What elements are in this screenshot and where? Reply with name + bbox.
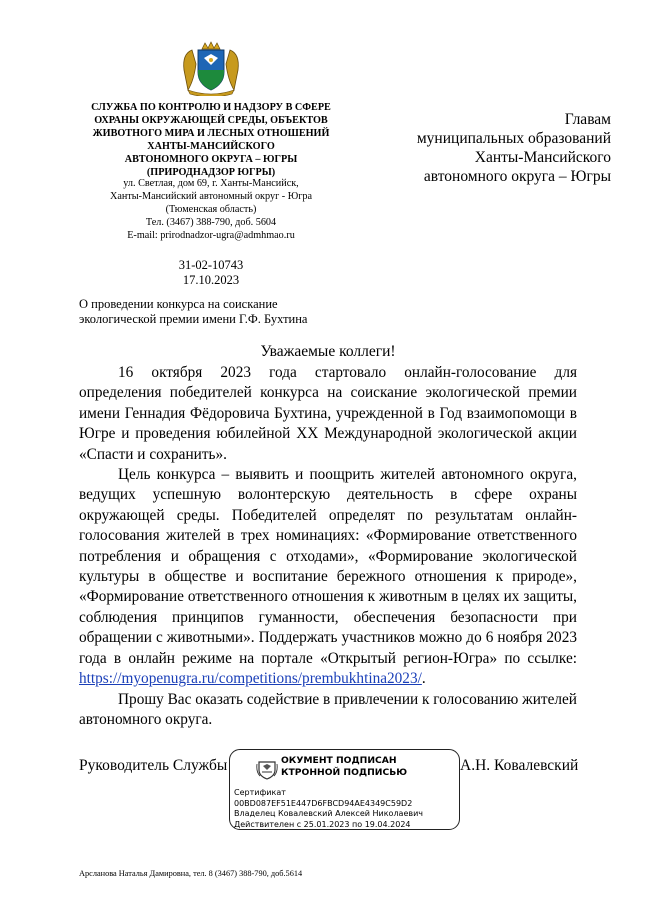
stamp-details [234, 788, 423, 830]
stamp-emblem-icon [256, 758, 278, 780]
signatory-position: Руководитель Службы [79, 757, 228, 774]
letter-subject [79, 297, 359, 327]
sender-phone: Тел. (3467) 388-790, доб. 5604 [145, 217, 277, 228]
letter-greeting: Уважаемые коллеги! [260, 343, 396, 360]
registration-number: 31-02-10743 [178, 258, 244, 272]
voting-portal-link[interactable]: https://myopenugra.ru/competitions/prembukhtina2023/ [79, 670, 422, 688]
registration-block [72, 258, 350, 288]
sender-address-line: Ханты-Мансийский автономный округ - Югра [109, 191, 312, 202]
sender-address-line: (Тюменская область) [165, 204, 257, 215]
subject-line: экологической премии имени Г.Ф. Бухтина [79, 312, 308, 326]
sender-name-line: (ПРИРОДНАДЗОР ЮГРЫ) [146, 167, 276, 178]
letter-body [79, 363, 577, 730]
subject-line: О проведении конкурса на соискание [79, 297, 278, 311]
khmao-coat-of-arms-icon [180, 40, 242, 96]
recipient-line: Главам [564, 111, 611, 128]
certificate-label: Сертификат [234, 788, 286, 797]
executor-contact: Арсланова Наталья Дамировна, тел. 8 (3467) 388-790, доб.5614 [79, 869, 303, 878]
body-paragraph-2 [79, 465, 577, 689]
certificate-validity: Действителен с 25.01.2023 по 19.04.2024 [234, 819, 411, 829]
sender-email: E-mail: prirodnadzor-ugra@admhmao.ru [127, 230, 295, 241]
sender-name-line: ОХРАНЫ ОКРУЖАЮЩЕЙ СРЕДЫ, ОБЪЕКТОВ [94, 115, 328, 126]
recipient-line: Ханты-Мансийского [474, 149, 611, 166]
body-paragraph-3: Прошу Вас оказать содействие в привлечении к голосованию жителей автономного округа. [79, 690, 577, 728]
stamp-title [281, 755, 407, 779]
registration-date: 17.10.2023 [182, 273, 240, 287]
body-paragraph-1: 16 октября 2023 года стартовало онлайн-голосование для определения победителей конкурса на соискание экологической премии имени Геннадия Фёдоровича Бухтина, учрежденной в Год взаимопомощи в Югре и проведения юбилейной XX Международной экологической акции «Спасти и сохранить». [79, 364, 577, 463]
sender-name-line: ЖИВОТНОГО МИРА И ЛЕСНЫХ ОТНОШЕНИЙ [92, 128, 330, 139]
stamp-title-line: ОКУМЕНТ ПОДПИСАН [281, 755, 397, 766]
stamp-title-line: КТРОННОЙ ПОДПИСЬЮ [281, 767, 407, 778]
recipient-line: муниципальных образований [416, 130, 611, 147]
recipient-block [400, 110, 611, 186]
sender-name-line: СЛУЖБА ПО КОНТРОЛЮ И НАДЗОРУ В СФЕРЕ [91, 102, 331, 113]
certificate-number: 00BD087EF51E447D6FBCD94AE4349C59D2 [234, 798, 413, 808]
certificate-owner: Владелец Ковалевский Алексей Николаевич [234, 809, 424, 819]
body-paragraph-2-text: Цель конкурса – выявить и поощрить жителей автономного округа, ведущих успешную волонтерскую деятельность в сфере охраны окружающей среды. Победителей определят по результатам онлайн-голосования жителей в трех номинациях: «Формирование ответственного потребления и обращения с отходами», «Формирование экологической культуры в обществе и воспитание бережного отношения к природе», «Формирование ответственного отношения к животным в целях их защиты, соблюдения принципов гуманности, обеспечения безопасности при обращении с животными». Поддержать участников можно до 6 ноября 2023 года в онлайн режиме на портале «Открытый регион-Югра» по ссылке: [79, 466, 577, 667]
sender-organization-name [72, 101, 350, 179]
sender-name-line: АВТОНОМНОГО ОКРУГА – ЮГРЫ [124, 154, 298, 165]
sender-address-line: ул. Светлая, дом 69, г. Ханты-Мансийск, [123, 178, 299, 189]
sender-address [72, 177, 350, 242]
recipient-line: автономного округа – Югры [423, 168, 611, 185]
sender-name-line: ХАНТЫ-МАНСИЙСКОГО [147, 141, 275, 152]
signatory-name: А.Н. Ковалевский [460, 757, 579, 774]
body-paragraph-2-end: . [421, 670, 426, 688]
